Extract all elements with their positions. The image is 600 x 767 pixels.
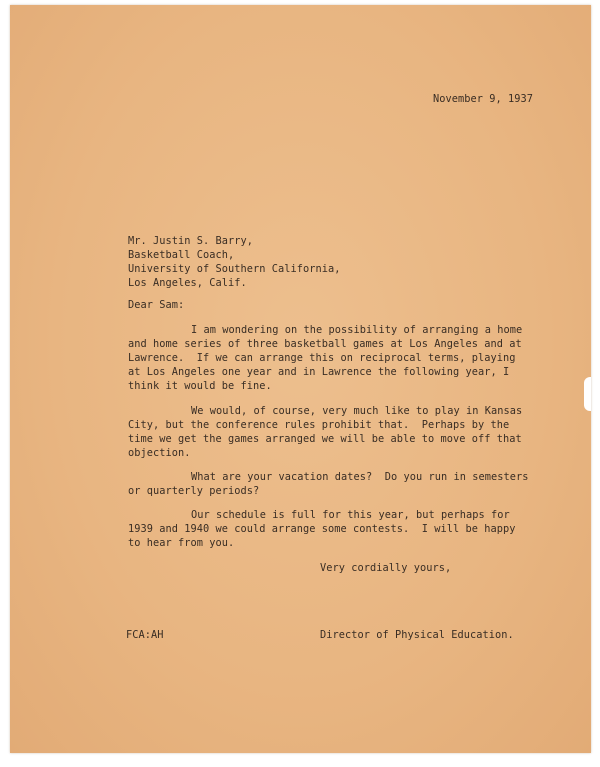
body-line: 1939 and 1940 we could arrange some contests. I will be happy — [128, 523, 516, 535]
body-line: or quarterly periods? — [128, 485, 260, 497]
letter-date: November 9, 1937 — [433, 93, 533, 105]
body-line: to hear from you. — [128, 537, 235, 549]
body-line: time we get the games arranged we will be able to move off that — [128, 433, 522, 445]
body-line: I am wondering on the possibility of arranging a home — [191, 324, 523, 336]
letter-page — [10, 5, 591, 753]
closing: Very cordially yours, — [320, 562, 452, 574]
paper-tear-notch — [584, 377, 591, 411]
body-line: Our schedule is full for this year, but perhaps for — [191, 509, 510, 521]
reference-initials: FCA:AH — [126, 629, 164, 641]
recipient-title: Basketball Coach, — [128, 249, 235, 261]
signatory-title: Director of Physical Education. — [320, 629, 514, 641]
body-line: Lawrence. If we can arrange this on reciprocal terms, playing — [128, 352, 516, 364]
recipient-name: Mr. Justin S. Barry, — [128, 235, 253, 247]
body-line: at Los Angeles one year and in Lawrence the following year, I — [128, 366, 510, 378]
recipient-institution: University of Southern California, — [128, 263, 341, 275]
body-line: What are your vacation dates? Do you run in semesters — [191, 471, 529, 483]
body-line: think it would be fine. — [128, 380, 272, 392]
recipient-city: Los Angeles, Calif. — [128, 277, 247, 289]
body-line: objection. — [128, 447, 191, 459]
salutation: Dear Sam: — [128, 299, 185, 311]
body-line: City, but the conference rules prohibit that. Perhaps by the — [128, 419, 510, 431]
body-line: We would, of course, very much like to play in Kansas — [191, 405, 523, 417]
body-line: and home series of three basketball games at Los Angeles and at — [128, 338, 522, 350]
